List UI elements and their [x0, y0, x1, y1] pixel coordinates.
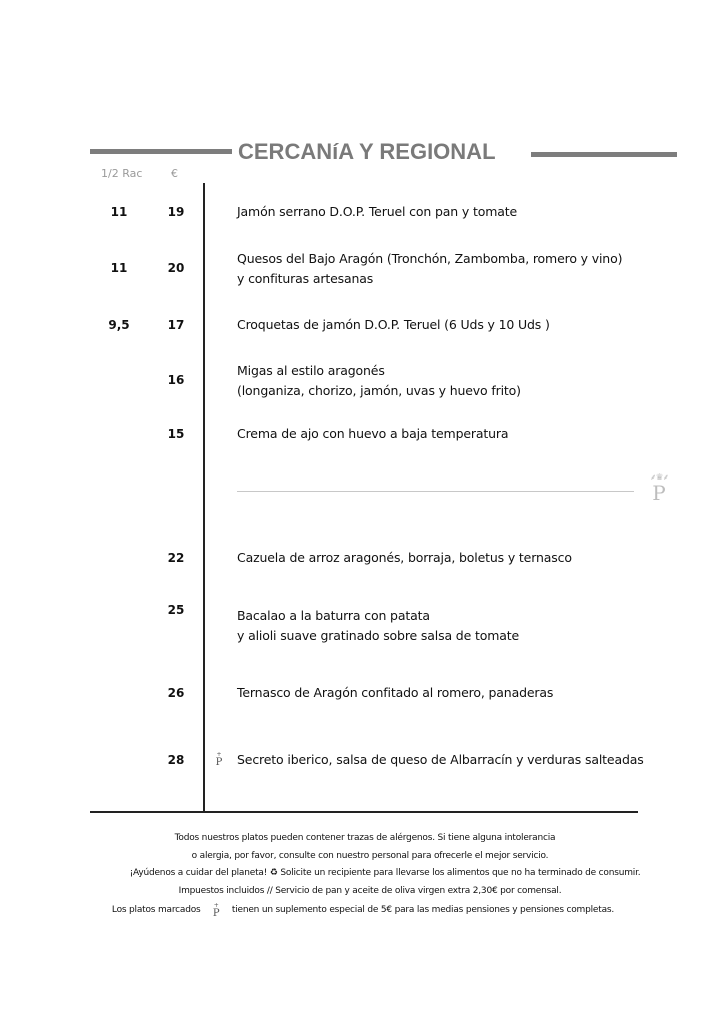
dish-line: Secreto iberico, salsa de queso de Albarracín y verduras salteadas: [237, 752, 644, 767]
full-price: 15: [167, 427, 185, 441]
dish-name: [237, 202, 517, 222]
planet-note-text: Solicite un recipiente para llevarse los alimentos que no ha terminado de consumir.: [280, 868, 641, 878]
logo-letter: P: [652, 481, 666, 505]
dish-name: [237, 606, 519, 645]
supplement-note-text: Los platos marcados: [111, 905, 201, 915]
dish-name: [237, 424, 508, 444]
crown-icon: +: [213, 902, 219, 909]
dish-line: y alioli suave gratinado sobre salsa de tomate: [237, 627, 520, 643]
full-price: 26: [167, 686, 185, 700]
dish-line: Quesos del Bajo Aragón (Tronchón, Zambomba, romero y vino): [237, 251, 623, 266]
full-price: 25: [167, 603, 185, 617]
column-header-half-portion: 1/2 Rac: [101, 167, 143, 180]
full-price: 22: [167, 551, 185, 565]
column-divider: [203, 183, 205, 812]
planet-note-text: ¡Ayúdenos a cuidar del planeta!: [129, 868, 268, 878]
dish-line: y confituras artesanas: [237, 270, 374, 286]
planet-note: [105, 868, 665, 878]
dish-line: (longaniza, chorizo, jamón, uvas y huevo frito): [237, 382, 521, 398]
bottom-rule: [90, 811, 638, 813]
recycle-icon: ♻: [269, 868, 278, 878]
tax-note: Impuestos incluidos // Servicio de pan y aceite de oliva virgen extra 2,30€ por comensal.: [178, 886, 562, 896]
full-price: 20: [167, 261, 185, 275]
title-bar-right: [531, 152, 677, 157]
dish-name: [237, 361, 521, 400]
dish-name: [237, 750, 644, 770]
supplement-mark-icon: [211, 903, 221, 919]
hotel-logo: [647, 474, 671, 503]
crown-icon: ⸙♛⸙: [649, 473, 669, 483]
section-title: CERCANíA Y REGIONAL: [238, 139, 496, 164]
half-portion-price: 11: [110, 205, 128, 219]
full-price: 19: [167, 205, 185, 219]
supplement-mark-icon: [214, 752, 224, 768]
dish-line: Ternasco de Aragón confitado al romero, panaderas: [237, 685, 554, 700]
supplement-note: [83, 903, 643, 919]
dish-line: Croquetas de jamón D.O.P. Teruel (6 Uds y 10 Uds ): [237, 317, 550, 332]
dish-line: Crema de ajo con huevo a baja temperatura: [237, 426, 509, 441]
full-price: 16: [167, 373, 185, 387]
dish-name: [237, 249, 622, 288]
allergen-note-2: o alergia, por favor, consulte con nuestro personal para ofrecerle el mejor servicio.: [191, 851, 549, 861]
half-portion-price: 11: [110, 261, 128, 275]
mark-letter: P: [215, 757, 223, 768]
dish-line: Jamón serrano D.O.P. Teruel con pan y tomate: [237, 204, 518, 219]
full-price: 17: [167, 318, 185, 332]
supplement-note-text: tienen un suplemento especial de 5€ para las medias pensiones y pensiones completas.: [231, 905, 615, 915]
mark-letter: P: [212, 908, 220, 919]
allergen-note-1: Todos nuestros platos pueden contener trazas de alérgenos. Si tiene alguna intolerancia: [174, 833, 556, 843]
dish-line: Bacalao a la baturra con patata: [237, 608, 430, 623]
full-price: 28: [167, 753, 185, 767]
column-header-price: €: [171, 167, 178, 180]
dish-name: [237, 683, 553, 703]
crown-icon: +: [216, 751, 222, 758]
dish-name: [237, 315, 550, 335]
title-bar-left: [90, 149, 232, 154]
dish-line: Cazuela de arroz aragonés, borraja, boletus y ternasco: [237, 550, 572, 565]
section-separator: [237, 491, 634, 492]
half-portion-price: 9,5: [108, 318, 130, 332]
dish-name: [237, 548, 572, 568]
dish-line: Migas al estilo aragonés: [237, 363, 385, 378]
